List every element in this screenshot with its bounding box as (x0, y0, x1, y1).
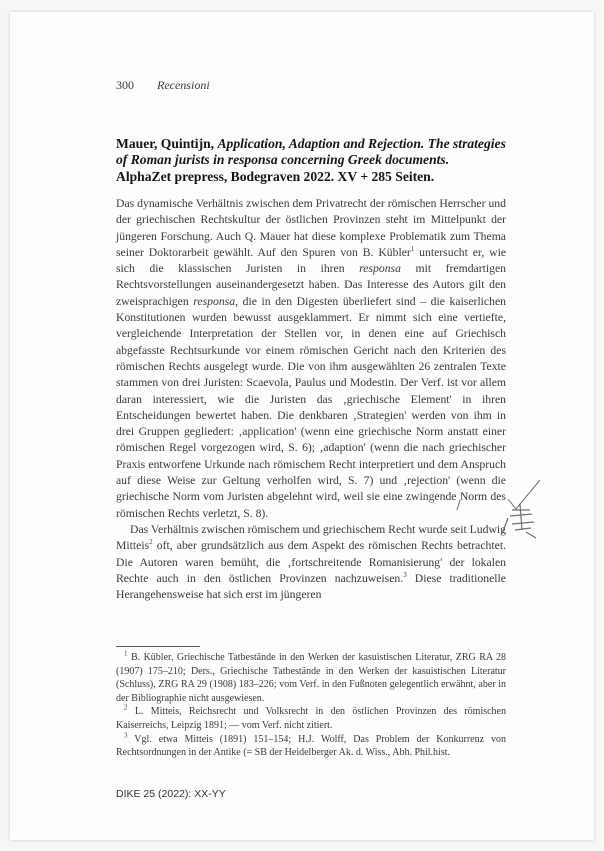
text-span: Das dynamische Verhältnis zwischen dem Privatrecht der römischen Herrscher und der griechischen Rechtskultur der östlichen Provinzen steht im Mittelpunkt der jüngeren Forschung. Auch Q. Mauer hat diese komplexe Problematik zum Thema seiner Doktorarbeit gewählt. Auf den Spuren von B. Kübler (116, 197, 506, 259)
check-mark-icon (508, 480, 540, 509)
footnote-divider (116, 646, 200, 647)
review-title (116, 136, 506, 185)
section-name: Recensioni (157, 78, 210, 92)
review-author: Mauer, Quintijn, (116, 136, 215, 151)
page-number: 300 (116, 78, 134, 92)
footnote-number: 3 (124, 731, 128, 740)
footnote-2 (116, 705, 506, 732)
review-publisher: AlphaZet prepress, Bodegraven 2022. XV + 285 Seiten. (116, 168, 435, 184)
footnote-3 (116, 733, 506, 760)
footnote-text: L. Mitteis, Reichsrecht und Volksrecht in den östlichen Provinzen des römischen Kaiserreichs, Leipzig 1891; — vom Verf. nicht zitiert. (116, 706, 506, 731)
paragraph-2 (116, 522, 506, 603)
footnote-1 (116, 651, 506, 705)
footnote-text: Vgl. etwa Mitteis (1891) 151–154; H.J. Wolff, Das Problem der Konkurrenz von Rechtsordnungen in der Antike (= SB der Heidelberger Ak. d. Wiss., Abh. Phil.hist. (116, 733, 506, 759)
text-span: untersucht er, wie sich die klassischen Juristen in ihren (116, 245, 507, 276)
text-span: mit fremdartigen Rechtsvorstellungen auseinandergesetzt haben. Das Interesse des Autors gilt den zweisprachigen (116, 262, 506, 308)
footnote-ref-1: 1 (410, 245, 415, 253)
review-work-title: Application, Adaption and Rejection. The strategies of Roman jurists in responsa concerning Greek documents. (116, 136, 506, 168)
emphasis: responsa (359, 262, 401, 276)
running-head (116, 78, 210, 93)
text-span: die in den Digesten überliefert sind – die kaiserlichen Konstitutionen wurden bewusst ausgeklammert. Er nimmt sich eine vertiefte, vergleichende Interpretation der Stellen vor, in denen eine auf Griechisch abgefasste Rechtsurkunde vor einem römischen Gericht nach den Kriterien des römischen Rechts ausgelegt wurde. Die von ihm ausgewählten 26 zentralen Texte stammen von drei Juristen: Scaevola, Paulus und Modestin. Der Verf. ist vor allem daran interessiert, wie die Juristen das ‚griechische Element' in ihren Entscheidungen bewertet haben. Die denkbaren ‚Strategien' werden von ihm in drei Gruppen gegliedert: ‚application' (wenn eine griechische Norm anstatt einer römischen Regel vorgezogen wird, S. 6); ‚adaption' (wenn die nach griechischer Praxis entworfene Urkunde nach römischem Recht interpretiert und dem Anspruch auf diese Weise zur Geltung verholfen wird, S. 7) und ‚rejection' (wenn die griechische Norm vom Juristen abgelehnt wird, weil sie eine zwingende Norm des römischen Rechts verletzt, S. 8). (116, 294, 506, 520)
footnote-ref-3: 3 (403, 570, 407, 579)
review-body (116, 196, 506, 603)
paragraph-1 (116, 196, 506, 522)
footnote-number: 1 (124, 649, 128, 658)
correction-scribble-icon (502, 504, 536, 538)
footnotes (116, 651, 506, 760)
text-span: Das Verhältnis zwischen römischem und griechischem Recht wurde seit Ludwig Mitteis (116, 522, 506, 553)
footnote-text: B. Kübler, Griechische Tatbestände in den Werken der kasuistischen Literatur, ZRG RA 28 (1907) 175–210; Ders., Griechische Tatbestände in den Werken der kasuistischen Literatur (Schluss), ZRG RA 29 (1908) 183–226; vom Verf. in den Fußnoten gelegentlich erwähnt, aber in der Bibliographie nicht ausgewiesen. (116, 652, 506, 704)
document-page (10, 12, 594, 840)
footnote-number: 2 (124, 704, 128, 713)
footnote-ref-2: 2 (149, 538, 153, 547)
text-span: oft, aber grundsätzlich aus dem Aspekt des römischen Rechts betrachtet. Die Autoren waren bemüht, die ‚fortschreitende Romanisierung' der lokalen Rechte auch in den östlichen Provinzen nachzuweisen. (116, 539, 506, 585)
journal-footer: DIKE 25 (2022): XX-YY (116, 788, 226, 800)
text-span: Diese traditionelle Herangehensweise hat sich erst im jüngeren (116, 571, 506, 602)
emphasis: responsa, (193, 294, 238, 308)
